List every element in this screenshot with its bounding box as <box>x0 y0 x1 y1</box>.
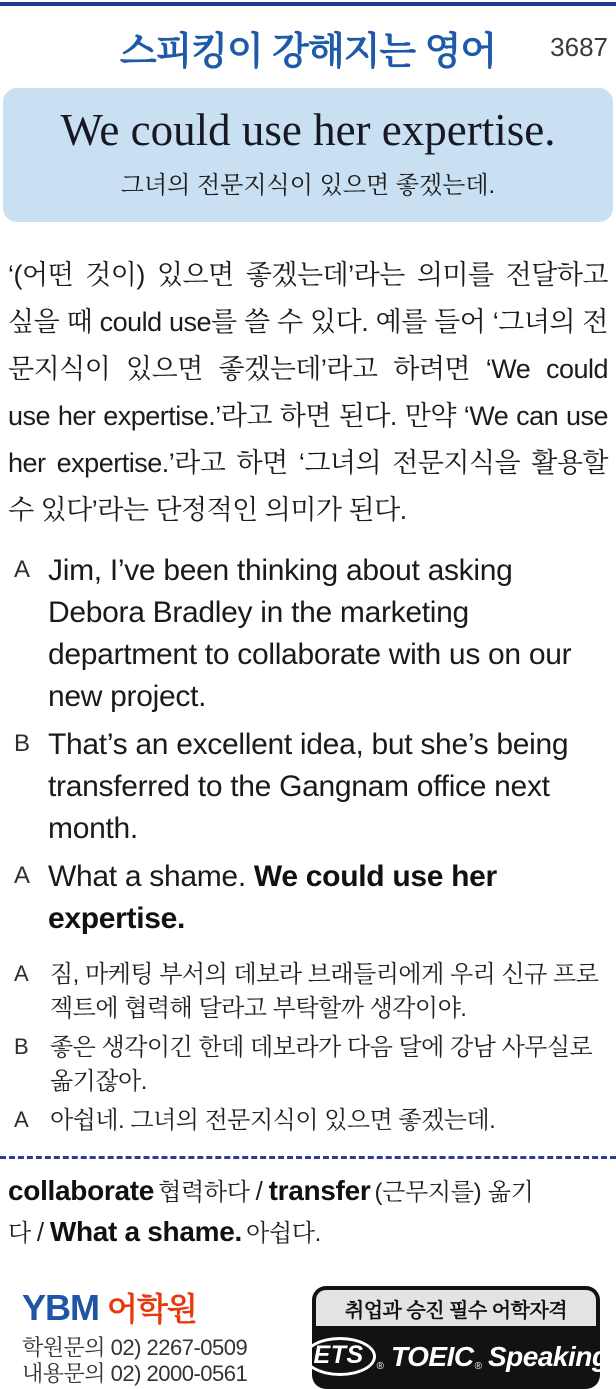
dialogue-line <box>14 958 606 1026</box>
vocab-separator: / <box>36 1217 44 1247</box>
dialogue-text <box>48 856 606 940</box>
dialogue-line <box>14 1031 606 1099</box>
vocab-meaning: 협력하다 <box>158 1179 250 1206</box>
dialogue-line <box>14 724 606 850</box>
column-header <box>0 6 616 88</box>
vocab-meaning: 아쉽다. <box>245 1220 322 1247</box>
registered-mark-icon: ® <box>474 1361 482 1372</box>
vocab-word: What a shame. <box>49 1216 242 1247</box>
dialogue-text <box>48 724 606 850</box>
vocab-word: transfer <box>268 1175 371 1206</box>
registered-mark-icon: ® <box>376 1361 385 1372</box>
speaker-label: A <box>14 961 29 986</box>
explanation-paragraph: ‘(어떤 것이) 있으면 좋겠는데’라는 의미를 전달하고 싶을 때 could use를 쓸 수 있다. 예를 들어 ‘그녀의 전문지식이 있으면 좋겠는데’라고 하려면 ‘We could use her expertise.’라고 하면 된다. 만약 ‘We can use her expertise.’라고 하면 ‘그녀의 전문지식을 활용할 수 있다’라는 단정적인 의미가 된다. <box>8 260 608 525</box>
key-sentence-english: We could use her expertise. <box>60 105 556 155</box>
footer <box>0 1284 616 1389</box>
dialogue-line <box>14 1104 606 1138</box>
ybm-brand-text: YBM <box>22 1287 99 1328</box>
badge-tagline: 취업과 승진 필수 어학자격 <box>316 1290 596 1326</box>
dialogue-text-normal: What a shame. <box>48 860 254 893</box>
dialogue-english <box>14 550 606 940</box>
key-sentence-korean: 그녀의 전문지식이 있으면 좋겠는데. <box>120 172 496 199</box>
speaker-label: A <box>14 556 31 583</box>
dialogue-text: 좋은 생각이긴 한데 데보라가 다음 달에 강남 사무실로 옮기잖아. <box>50 1034 593 1095</box>
dialogue-line <box>14 550 606 718</box>
speaker-label: B <box>14 1034 29 1059</box>
vocab-word: collaborate <box>8 1175 155 1206</box>
phone-line-academy: 학원문의 02) 2267-0509 <box>22 1335 248 1360</box>
dialogue-text: 아쉽네. 그녀의 전문지식이 있으면 좋겠는데. <box>50 1107 496 1134</box>
vocab-meaning: (근무지를) 옮기다 <box>8 1179 534 1247</box>
dialogue-text-bold: We could use her expertise. <box>48 860 497 935</box>
ybm-phone-numbers <box>22 1335 247 1387</box>
dialogue-text <box>48 550 606 718</box>
vocabulary-line <box>8 1171 608 1253</box>
vocab-separator: / <box>255 1176 263 1206</box>
dialogue-line <box>14 856 606 940</box>
ybm-logo <box>22 1284 247 1330</box>
page-title: 스피킹이 강해지는 영어 <box>119 30 497 73</box>
badge-logo-row <box>313 1326 609 1389</box>
dialogue-korean <box>14 958 606 1138</box>
dialogue-text-normal: That’s an excellent idea, but she’s being transferred to the Gangnam office next month. <box>48 728 569 845</box>
dashed-divider <box>0 1156 616 1159</box>
speaking-logo-text: Speaking <box>487 1340 609 1372</box>
issue-number: 3687 <box>550 32 608 62</box>
phone-line-content: 내용문의 02) 2000-0561 <box>22 1361 248 1386</box>
key-sentence-box <box>3 88 613 222</box>
speaker-label: A <box>14 862 31 889</box>
toeic-logo-text: TOEIC <box>391 1340 474 1372</box>
ets-logo: ETS <box>304 1337 376 1376</box>
dialogue-text: 짐, 마케팅 부서의 데보라 브래들리에게 우리 신규 프로젝트에 협력해 달라고 부탁할까 생각이야. <box>50 961 599 1022</box>
ybm-brand-suffix: 어학원 <box>107 1291 197 1327</box>
dialogue-text-normal: Jim, I’ve been thinking about asking Debora Bradley in the marketing department to collaborate with us on our new project. <box>48 554 572 713</box>
ybm-logo-block <box>22 1284 247 1387</box>
speaker-label: A <box>14 1107 29 1132</box>
speaker-label: B <box>14 730 31 757</box>
